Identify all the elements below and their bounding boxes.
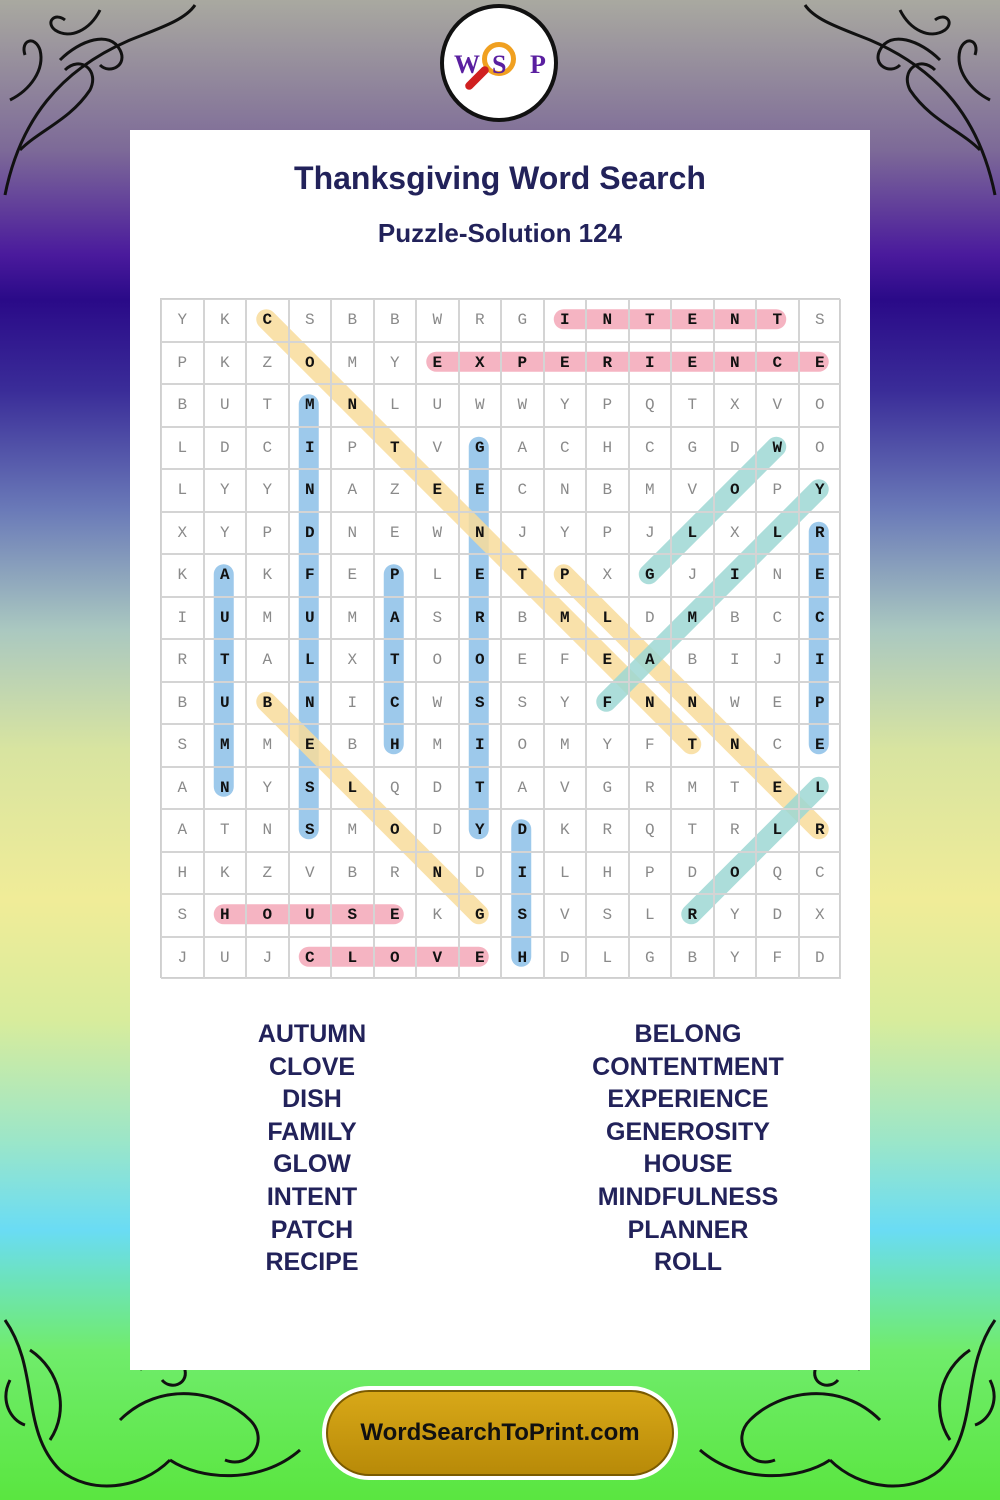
grid-cell[interactable]: P [799,682,842,725]
grid-cell[interactable]: P [586,512,629,555]
grid-cell[interactable]: E [544,342,587,385]
grid-cell[interactable]: B [374,299,417,342]
grid-cell[interactable]: P [246,512,289,555]
word-list-left-column [162,1018,462,1279]
grid-cell[interactable]: S [289,299,332,342]
grid-cell[interactable]: N [459,512,502,555]
grid-cell[interactable]: E [289,724,332,767]
grid-cell[interactable]: I [629,342,672,385]
word-list-item: CLOVE [268,1052,356,1081]
grid-cell[interactable]: Y [544,682,587,725]
grid-cell[interactable]: E [799,554,842,597]
letter-grid [160,298,840,978]
grid-cell[interactable]: B [331,299,374,342]
grid-cell[interactable]: H [374,724,417,767]
grid-cell[interactable]: S [501,682,544,725]
grid-cell[interactable]: W [756,427,799,470]
grid-cell[interactable]: L [161,469,204,512]
grid-cell[interactable]: O [246,894,289,937]
grid-cell[interactable]: D [714,427,757,470]
grid-cell[interactable]: E [459,469,502,512]
grid-cell[interactable]: X [714,384,757,427]
logo-letter: P [530,50,546,79]
grid-cell[interactable]: N [714,299,757,342]
page-subtitle: Puzzle-Solution 124 [377,218,623,248]
grid-cell[interactable]: S [586,894,629,937]
grid-cell[interactable]: R [799,809,842,852]
grid-cell[interactable]: V [756,384,799,427]
grid-cell[interactable]: K [161,554,204,597]
grid-cell[interactable]: O [374,809,417,852]
puzzle-panel [130,130,870,1370]
grid-cell[interactable]: V [671,469,714,512]
word-list-item: FAMILY [267,1117,357,1146]
grid-cell[interactable]: A [246,639,289,682]
grid-cell[interactable]: N [289,682,332,725]
grid-cell[interactable]: X [586,554,629,597]
grid-cell[interactable]: D [629,597,672,640]
grid-cell[interactable]: A [204,554,247,597]
grid-cell[interactable]: M [289,384,332,427]
grid-cell[interactable]: P [586,384,629,427]
grid-cell[interactable]: A [161,809,204,852]
grid-cell[interactable]: R [586,342,629,385]
grid-cell[interactable]: N [246,809,289,852]
word-list-item: ROLL [653,1248,723,1277]
grid-cell[interactable]: T [374,427,417,470]
grid-cell[interactable]: N [629,682,672,725]
grid-cell[interactable]: R [459,597,502,640]
grid-cell[interactable]: Y [586,724,629,767]
grid-cell[interactable]: N [416,852,459,895]
grid-cell[interactable]: S [161,894,204,937]
logo-letter: S [492,50,507,79]
grid-cell[interactable]: P [756,469,799,512]
grid-cell[interactable]: C [246,299,289,342]
grid-cell[interactable]: B [331,724,374,767]
grid-cell[interactable]: R [714,809,757,852]
grid-cell[interactable]: O [416,639,459,682]
grid-cell[interactable]: N [714,342,757,385]
grid-cell[interactable]: Z [246,852,289,895]
grid-cell[interactable]: F [756,937,799,980]
grid-cell[interactable]: O [459,639,502,682]
grid-cell[interactable]: Q [629,809,672,852]
grid-cell[interactable]: P [501,342,544,385]
grid-cell[interactable]: E [459,937,502,980]
grid-cell[interactable]: E [586,639,629,682]
grid-cell[interactable]: N [756,554,799,597]
grid-cell[interactable]: X [714,512,757,555]
grid-cell[interactable]: L [756,809,799,852]
grid-cell[interactable]: W [416,299,459,342]
grid-cell[interactable]: V [544,894,587,937]
grid-cell[interactable]: T [459,767,502,810]
grid-cell[interactable]: T [714,767,757,810]
grid-cell[interactable]: L [671,512,714,555]
grid-cell[interactable]: T [246,384,289,427]
grid-cell[interactable]: B [586,469,629,512]
grid-cell[interactable]: Q [374,767,417,810]
grid-cell[interactable]: Y [459,809,502,852]
grid-cell[interactable]: Z [374,469,417,512]
grid-cell[interactable]: C [544,427,587,470]
grid-cell[interactable]: G [629,937,672,980]
grid-cell[interactable]: D [416,809,459,852]
grid-cell[interactable]: S [416,597,459,640]
grid-cell[interactable]: V [544,767,587,810]
grid-cell[interactable]: G [671,427,714,470]
grid-cell[interactable]: K [416,894,459,937]
grid-cell[interactable]: C [799,852,842,895]
grid-cell[interactable]: T [671,809,714,852]
grid-cell[interactable]: M [331,342,374,385]
grid-cell[interactable]: N [544,469,587,512]
grid-cell[interactable]: J [246,937,289,980]
grid-cell[interactable]: D [756,894,799,937]
grid-cell[interactable]: J [756,639,799,682]
grid-cell[interactable]: F [289,554,332,597]
grid-cell[interactable]: O [374,937,417,980]
grid-cell[interactable]: L [629,894,672,937]
grid-cell[interactable]: W [501,384,544,427]
grid-cell[interactable]: E [799,342,842,385]
grid-cell[interactable]: L [756,512,799,555]
grid-cell[interactable]: J [161,937,204,980]
grid-cell[interactable]: H [204,894,247,937]
grid-cell[interactable]: K [246,554,289,597]
grid-cell[interactable]: E [459,554,502,597]
word-list-item: EXPERIENCE [607,1085,769,1114]
grid-cell[interactable]: U [204,597,247,640]
grid-cell[interactable]: E [756,767,799,810]
grid-cell[interactable]: I [714,639,757,682]
grid-cell[interactable]: C [799,597,842,640]
grid-cell[interactable]: Z [246,342,289,385]
grid-cell[interactable]: A [331,469,374,512]
grid-cell[interactable]: B [671,937,714,980]
grid-cell[interactable]: G [459,427,502,470]
grid-cell[interactable]: G [459,894,502,937]
grid-cell[interactable]: R [374,852,417,895]
grid-cell[interactable]: T [374,639,417,682]
grid-cell[interactable]: F [544,639,587,682]
grid-cell[interactable]: U [204,384,247,427]
grid-cell[interactable]: B [501,597,544,640]
grid-cell[interactable]: N [671,682,714,725]
grid-cell[interactable]: E [331,554,374,597]
grid-cell[interactable]: Y [799,469,842,512]
grid-cell[interactable]: Y [714,937,757,980]
grid-cell[interactable]: L [799,767,842,810]
grid-cell[interactable]: C [756,597,799,640]
grid-cell[interactable]: D [544,937,587,980]
word-list-item: PLANNER [627,1215,749,1244]
grid-cell[interactable]: I [799,639,842,682]
grid-cell[interactable]: L [289,639,332,682]
grid-cell[interactable]: I [544,299,587,342]
grid-cell[interactable]: Q [756,852,799,895]
grid-cell[interactable]: X [799,894,842,937]
grid-cell[interactable]: E [671,342,714,385]
grid-cell[interactable]: M [204,724,247,767]
grid-cell[interactable]: M [416,724,459,767]
grid-cell[interactable]: S [459,682,502,725]
grid-cell[interactable]: D [501,809,544,852]
grid-cell[interactable]: J [671,554,714,597]
grid-cell[interactable]: I [289,427,332,470]
grid-cell[interactable]: B [246,682,289,725]
grid-cell[interactable]: H [501,937,544,980]
grid-cell[interactable]: C [374,682,417,725]
grid-cell[interactable]: T [204,809,247,852]
grid-cell[interactable]: P [161,342,204,385]
grid-cell[interactable]: U [204,682,247,725]
grid-cell[interactable]: P [629,852,672,895]
grid-cell[interactable]: L [544,852,587,895]
word-list-item: INTENT [266,1182,358,1211]
grid-cell[interactable]: R [459,299,502,342]
grid-cell[interactable]: C [289,937,332,980]
grid-cell[interactable]: D [289,512,332,555]
grid-cell[interactable]: T [629,299,672,342]
grid-cell[interactable]: S [289,809,332,852]
word-list-item: RECIPE [265,1248,359,1277]
site-link-label: WordSearchToPrint.com [326,1390,674,1476]
grid-cell[interactable]: A [501,427,544,470]
grid-cell[interactable]: O [289,342,332,385]
grid-cell[interactable]: R [586,809,629,852]
word-list-item: GENEROSITY [606,1117,770,1146]
grid-cell[interactable]: H [586,427,629,470]
grid-cell[interactable]: R [629,767,672,810]
site-link-button[interactable] [322,1386,678,1480]
grid-cell[interactable]: Y [204,512,247,555]
word-list-item: BELONG [634,1020,742,1048]
grid-cell[interactable]: E [374,894,417,937]
grid-cell[interactable]: M [671,767,714,810]
grid-cell[interactable]: I [161,597,204,640]
word-list-right-column [538,1018,838,1279]
grid-cell[interactable]: X [161,512,204,555]
grid-cell[interactable]: O [714,469,757,512]
grid-cell[interactable]: L [586,597,629,640]
grid-cell[interactable]: N [586,299,629,342]
grid-cell[interactable]: R [161,639,204,682]
grid-cell[interactable]: U [416,384,459,427]
grid-cell[interactable]: W [459,384,502,427]
grid-cell[interactable]: P [331,427,374,470]
grid-cell[interactable]: D [459,852,502,895]
grid-cell[interactable]: A [374,597,417,640]
grid-cell[interactable]: H [586,852,629,895]
page-title: Thanksgiving Word Search [294,160,706,196]
grid-cell[interactable]: S [501,894,544,937]
grid-cell[interactable]: W [416,682,459,725]
grid-cell[interactable]: W [416,512,459,555]
grid-cell[interactable]: Y [374,342,417,385]
grid-cell[interactable]: E [416,342,459,385]
grid-cell[interactable]: A [629,639,672,682]
grid-cell[interactable]: I [714,554,757,597]
grid-cell[interactable]: B [714,597,757,640]
grid-cell[interactable]: B [671,639,714,682]
grid-cell[interactable]: A [501,767,544,810]
grid-cell[interactable]: S [799,299,842,342]
grid-cell[interactable]: L [161,427,204,470]
grid-cell[interactable]: H [161,852,204,895]
grid-cell[interactable]: S [161,724,204,767]
grid-cell[interactable]: M [629,469,672,512]
grid-cell[interactable]: T [671,384,714,427]
grid-cell[interactable]: V [289,852,332,895]
grid-cell[interactable]: S [331,894,374,937]
grid-cell[interactable]: C [629,427,672,470]
word-list-item: DISH [282,1085,342,1114]
grid-cell[interactable]: M [671,597,714,640]
grid-cell[interactable]: Q [629,384,672,427]
grid-cell[interactable]: G [501,299,544,342]
grid-cell[interactable]: O [799,427,842,470]
grid-cell[interactable]: X [331,639,374,682]
grid-cell[interactable]: Y [246,469,289,512]
grid-cell[interactable]: D [671,852,714,895]
grid-cell[interactable]: L [331,937,374,980]
grid-cell[interactable]: E [374,512,417,555]
grid-cell[interactable]: M [544,597,587,640]
logo-letter: W [454,50,480,79]
grid-cell[interactable]: W [714,682,757,725]
grid-cell[interactable]: L [374,384,417,427]
grid-cell[interactable]: V [416,427,459,470]
grid-cell[interactable]: E [799,724,842,767]
grid-cell[interactable]: M [246,597,289,640]
grid-cell[interactable]: K [204,342,247,385]
grid-cell[interactable]: M [331,597,374,640]
grid-cell[interactable]: C [501,469,544,512]
grid-cell[interactable]: K [204,299,247,342]
grid-cell[interactable]: C [756,724,799,767]
grid-cell[interactable]: O [501,724,544,767]
grid-cell[interactable]: E [501,639,544,682]
word-list-item: GLOW [273,1150,351,1179]
grid-cell[interactable]: Y [204,469,247,512]
grid-cell[interactable]: R [799,512,842,555]
grid-cell[interactable]: T [671,724,714,767]
grid-cell[interactable]: J [501,512,544,555]
grid-cell[interactable]: A [161,767,204,810]
grid-cell[interactable]: B [161,682,204,725]
grid-cell[interactable]: S [289,767,332,810]
grid-cell[interactable]: K [544,809,587,852]
word-list-item: CONTENTMENT [592,1052,784,1081]
grid-cell[interactable]: U [289,597,332,640]
grid-cell[interactable]: B [161,384,204,427]
grid-cell[interactable]: M [544,724,587,767]
grid-cell[interactable]: N [331,512,374,555]
grid-cell[interactable]: I [459,724,502,767]
grid-cell[interactable]: N [289,469,332,512]
grid-cell[interactable]: J [629,512,672,555]
grid-cell[interactable]: D [799,937,842,980]
grid-cell[interactable]: Y [544,512,587,555]
grid-cell[interactable]: T [204,639,247,682]
grid-cell[interactable]: D [204,427,247,470]
wsp-logo[interactable] [440,4,558,122]
grid-cell[interactable]: M [331,809,374,852]
grid-cell[interactable]: N [331,384,374,427]
word-list-item: PATCH [270,1215,354,1244]
grid-cell[interactable]: N [204,767,247,810]
grid-cell[interactable]: V [416,937,459,980]
grid-cell[interactable]: Y [714,894,757,937]
grid-cell[interactable]: C [246,427,289,470]
grid-cell[interactable]: L [416,554,459,597]
grid-cell[interactable]: U [289,894,332,937]
grid-cell[interactable]: F [629,724,672,767]
grid-cell[interactable]: F [586,682,629,725]
grid-cell[interactable]: E [756,682,799,725]
grid-cell[interactable]: T [501,554,544,597]
grid-cell[interactable]: I [331,682,374,725]
grid-cell[interactable]: G [586,767,629,810]
grid-cell[interactable]: P [544,554,587,597]
grid-cell[interactable]: E [671,299,714,342]
grid-cell[interactable]: D [416,767,459,810]
grid-cell[interactable]: L [331,767,374,810]
word-list-item: MINDFULNESS [597,1182,779,1211]
grid-cell[interactable]: R [671,894,714,937]
grid-cell[interactable]: O [714,852,757,895]
grid-cell[interactable]: I [501,852,544,895]
grid-cell[interactable]: B [331,852,374,895]
grid-cell[interactable]: K [204,852,247,895]
grid-cell[interactable]: O [799,384,842,427]
grid-cell[interactable]: G [629,554,672,597]
grid-cell[interactable]: C [756,342,799,385]
grid-cell[interactable]: X [459,342,502,385]
grid-cell[interactable]: L [586,937,629,980]
grid-cell[interactable]: P [374,554,417,597]
word-list-item: AUTUMN [257,1020,367,1048]
grid-cell[interactable]: Y [544,384,587,427]
grid-cell[interactable]: U [204,937,247,980]
grid-cell[interactable]: Y [161,299,204,342]
grid-cell[interactable]: T [756,299,799,342]
word-search-grid [160,298,840,978]
grid-cell[interactable]: E [416,469,459,512]
grid-cell[interactable]: Y [246,767,289,810]
grid-cell[interactable]: M [246,724,289,767]
grid-cell[interactable]: N [714,724,757,767]
word-list-item: HOUSE [643,1150,733,1179]
